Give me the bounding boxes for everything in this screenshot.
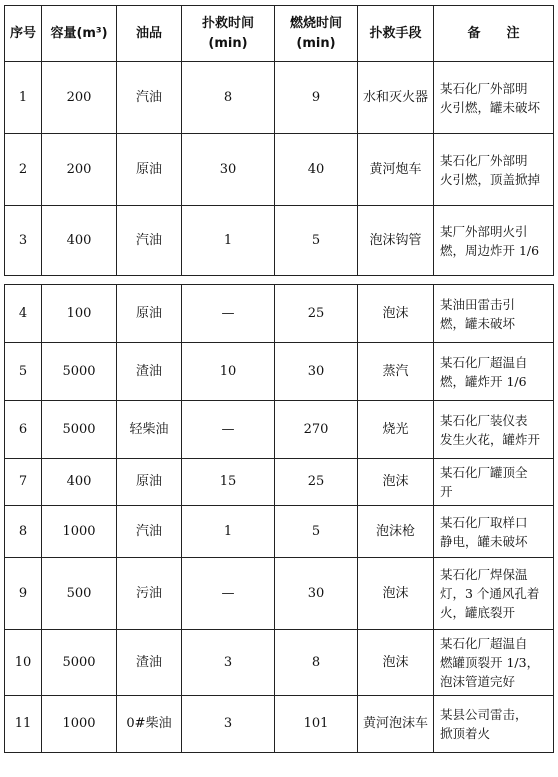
table-row bbox=[5, 206, 554, 276]
cell-capacity: 500 bbox=[42, 558, 117, 630]
cell-method: 泡沫枪 bbox=[358, 506, 434, 558]
table-row bbox=[5, 506, 554, 558]
cell-oil: 轻柴油 bbox=[117, 401, 182, 459]
cell-oil: 0#柴油 bbox=[117, 696, 182, 753]
cell-no: 6 bbox=[5, 401, 42, 459]
cell-capacity: 5000 bbox=[42, 630, 117, 696]
note-line: 燃罐顶裂开 1/3， bbox=[440, 655, 540, 670]
fire-incident-table-part1 bbox=[4, 5, 554, 276]
cell-burn-time: 40 bbox=[275, 134, 358, 206]
header-rescue-time-label: 扑救时间 bbox=[201, 15, 254, 31]
cell-note bbox=[434, 134, 554, 206]
cell-rescue-time: 8 bbox=[182, 62, 275, 134]
cell-burn-time: 30 bbox=[275, 558, 358, 630]
note-line: 某石化厂超温自 bbox=[440, 354, 528, 370]
note-line: 开 bbox=[440, 484, 453, 499]
cell-method: 水和灭火器 bbox=[358, 62, 434, 134]
note-line: 某石化厂装仪表 bbox=[440, 412, 528, 428]
cell-oil: 渣油 bbox=[117, 630, 182, 696]
table-row bbox=[5, 343, 554, 401]
header-burn-time-label: 燃烧时间 bbox=[289, 15, 342, 31]
cell-method: 蒸汽 bbox=[358, 343, 434, 401]
note-line: 泡沫管道完好 bbox=[440, 674, 516, 689]
cell-note bbox=[434, 343, 554, 401]
cell-rescue-time: 3 bbox=[182, 696, 275, 753]
cell-no: 10 bbox=[5, 630, 42, 696]
note-line: 某油田雷击引 bbox=[440, 296, 516, 312]
note-line: 某石化厂焊保温 bbox=[440, 567, 528, 582]
cell-capacity: 400 bbox=[42, 459, 117, 506]
note-line: 燃，罐未破坏 bbox=[440, 315, 516, 331]
cell-burn-time: 25 bbox=[275, 459, 358, 506]
cell-oil: 原油 bbox=[117, 459, 182, 506]
table-row bbox=[5, 630, 554, 696]
cell-rescue-time: 1 bbox=[182, 206, 275, 276]
cell-oil: 汽油 bbox=[117, 506, 182, 558]
note-line: 某石化厂罐顶全 bbox=[440, 465, 528, 480]
header-rescue-time-unit: (min) bbox=[208, 35, 248, 51]
cell-method: 泡沫 bbox=[358, 285, 434, 343]
cell-burn-time: 25 bbox=[275, 285, 358, 343]
cell-oil: 污油 bbox=[117, 558, 182, 630]
cell-burn-time: 5 bbox=[275, 206, 358, 276]
cell-oil: 原油 bbox=[117, 285, 182, 343]
cell-no: 11 bbox=[5, 696, 42, 753]
cell-no: 4 bbox=[5, 285, 42, 343]
cell-no: 7 bbox=[5, 459, 42, 506]
note-line: 某石化厂外部明 bbox=[440, 152, 528, 168]
cell-burn-time: 270 bbox=[275, 401, 358, 459]
cell-note bbox=[434, 696, 554, 753]
cell-rescue-time: 10 bbox=[182, 343, 275, 401]
note-line: 某石化厂取样口 bbox=[440, 514, 528, 530]
cell-burn-time: 9 bbox=[275, 62, 358, 134]
table-row bbox=[5, 62, 554, 134]
header-capacity: 容量(m³) bbox=[42, 6, 117, 62]
cell-method: 泡沫 bbox=[358, 459, 434, 506]
cell-no: 1 bbox=[5, 62, 42, 134]
cell-no: 5 bbox=[5, 343, 42, 401]
cell-note bbox=[434, 401, 554, 459]
note-line: 某县公司雷击， bbox=[440, 707, 528, 722]
cell-method: 烧光 bbox=[358, 401, 434, 459]
fire-incident-table-part2 bbox=[4, 284, 554, 753]
cell-method: 黄河泡沫车 bbox=[358, 696, 434, 753]
table-row bbox=[5, 459, 554, 506]
note-line: 掀顶着火 bbox=[440, 726, 491, 741]
header-method: 扑救手段 bbox=[358, 6, 434, 62]
cell-oil: 渣油 bbox=[117, 343, 182, 401]
note-line: 火，罐底裂开 bbox=[440, 605, 516, 620]
header-note: 备 注 bbox=[434, 6, 554, 62]
cell-method: 黄河炮车 bbox=[358, 134, 434, 206]
cell-capacity: 1000 bbox=[42, 506, 117, 558]
cell-burn-time: 8 bbox=[275, 630, 358, 696]
cell-no: 9 bbox=[5, 558, 42, 630]
cell-capacity: 100 bbox=[42, 285, 117, 343]
cell-no: 8 bbox=[5, 506, 42, 558]
cell-rescue-time: 1 bbox=[182, 506, 275, 558]
cell-no: 3 bbox=[5, 206, 42, 276]
cell-capacity: 5000 bbox=[42, 401, 117, 459]
cell-note bbox=[434, 459, 554, 506]
cell-oil: 汽油 bbox=[117, 62, 182, 134]
note-line: 燃，周边炸开 1/6 bbox=[440, 242, 540, 258]
cell-note bbox=[434, 506, 554, 558]
note-line: 灯，3 个通风孔着 bbox=[440, 586, 540, 601]
note-line: 燃，罐炸开 1/6 bbox=[440, 373, 527, 389]
cell-method: 泡沫钩管 bbox=[358, 206, 434, 276]
cell-note bbox=[434, 630, 554, 696]
header-burn-time bbox=[275, 6, 358, 62]
cell-note bbox=[434, 206, 554, 276]
cell-capacity: 400 bbox=[42, 206, 117, 276]
table-row bbox=[5, 558, 554, 630]
note-line: 发生火花，罐炸开 bbox=[440, 431, 541, 447]
header-burn-time-unit: (min) bbox=[296, 35, 336, 51]
table-header-row bbox=[5, 6, 554, 62]
cell-method: 泡沫 bbox=[358, 558, 434, 630]
note-line: 某厂外部明火引 bbox=[440, 223, 528, 239]
cell-no: 2 bbox=[5, 134, 42, 206]
cell-oil: 汽油 bbox=[117, 206, 182, 276]
cell-burn-time: 5 bbox=[275, 506, 358, 558]
note-line: 某石化厂超温自 bbox=[440, 636, 528, 651]
cell-burn-time: 30 bbox=[275, 343, 358, 401]
cell-capacity: 1000 bbox=[42, 696, 117, 753]
header-rescue-time bbox=[182, 6, 275, 62]
cell-rescue-time: — bbox=[182, 401, 275, 459]
table-row bbox=[5, 285, 554, 343]
note-line: 火引燃，罐未破坏 bbox=[440, 99, 541, 115]
table-row bbox=[5, 134, 554, 206]
cell-capacity: 200 bbox=[42, 134, 117, 206]
table-row bbox=[5, 696, 554, 753]
header-no: 序号 bbox=[5, 6, 42, 62]
cell-rescue-time: 3 bbox=[182, 630, 275, 696]
cell-rescue-time: 15 bbox=[182, 459, 275, 506]
cell-oil: 原油 bbox=[117, 134, 182, 206]
cell-rescue-time: 30 bbox=[182, 134, 275, 206]
cell-note bbox=[434, 285, 554, 343]
note-line: 火引燃，顶盖掀掉 bbox=[440, 171, 541, 187]
cell-rescue-time: — bbox=[182, 558, 275, 630]
cell-note bbox=[434, 62, 554, 134]
note-line: 静电，罐未破坏 bbox=[440, 533, 528, 549]
cell-note bbox=[434, 558, 554, 630]
cell-capacity: 5000 bbox=[42, 343, 117, 401]
table-row bbox=[5, 401, 554, 459]
header-oil: 油品 bbox=[117, 6, 182, 62]
cell-rescue-time: — bbox=[182, 285, 275, 343]
cell-capacity: 200 bbox=[42, 62, 117, 134]
cell-burn-time: 101 bbox=[275, 696, 358, 753]
cell-method: 泡沫 bbox=[358, 630, 434, 696]
note-line: 某石化厂外部明 bbox=[440, 80, 528, 96]
